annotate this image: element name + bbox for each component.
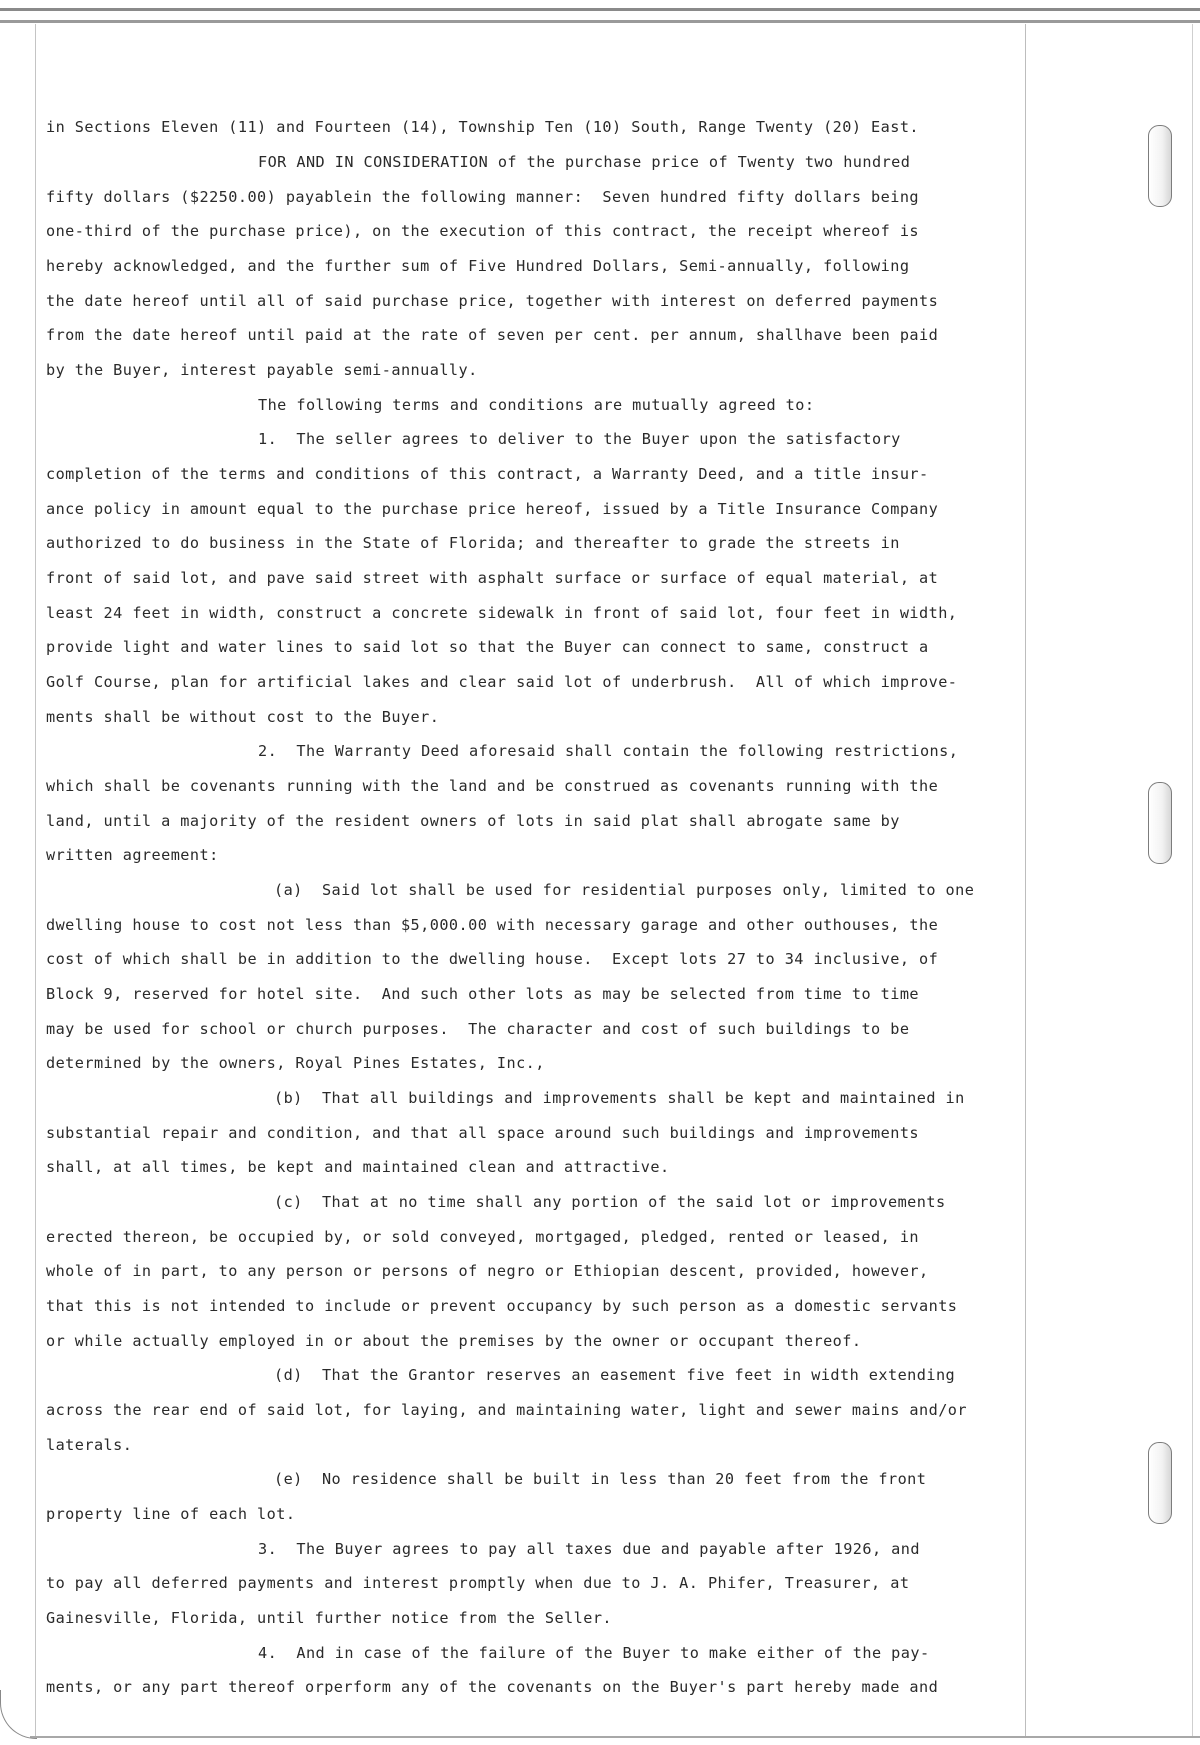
text-line: Golf Course, plan for artificial lakes and clear said lot of underbrush. All of which improve- xyxy=(46,673,958,691)
text-line: substantial repair and condition, and that all space around such buildings and improvements xyxy=(46,1124,920,1142)
text-line: which shall be covenants running with the land and be construed as covenants running with the xyxy=(46,777,939,795)
text-line: (e) No residence shall be built in less than 20 feet from the front xyxy=(274,1470,927,1488)
punch-hole-icon xyxy=(1148,125,1172,207)
text-line: (b) That all buildings and improvements shall be kept and maintained in xyxy=(274,1089,965,1107)
text-line: from the date hereof until paid at the rate of seven per cent. per annum, shallhave been paid xyxy=(46,326,939,344)
text-line: least 24 feet in width, construct a concrete sidewalk in front of said lot, four feet in width, xyxy=(46,604,958,622)
text-line: provide light and water lines to said lot so that the Buyer can connect to same, construct a xyxy=(46,638,929,656)
text-line: the date hereof until all of said purchase price, together with interest on deferred payments xyxy=(46,292,939,310)
text-line: erected thereon, be occupied by, or sold conveyed, mortgaged, pledged, rented or leased, in xyxy=(46,1228,920,1246)
text-line: property line of each lot. xyxy=(46,1505,296,1523)
text-line: laterals. xyxy=(46,1436,133,1454)
text-line: determined by the owners, Royal Pines Estates, Inc., xyxy=(46,1054,545,1072)
text-line: 3. The Buyer agrees to pay all taxes due and payable after 1926, and xyxy=(258,1540,920,1558)
text-line: front of said lot, and pave said street with asphalt surface or surface of equal material, at xyxy=(46,569,939,587)
punch-hole-icon xyxy=(1148,1442,1172,1524)
right-margin-line xyxy=(1025,24,1026,1736)
text-line: FOR AND IN CONSIDERATION of the purchase price of Twenty two hundred xyxy=(258,153,911,171)
text-line: fifty dollars ($2250.00) payablein the following manner: Seven hundred fifty dollars being xyxy=(46,188,920,206)
text-line: whole of in part, to any person or persons of negro or Ethiopian descent, provided, however, xyxy=(46,1262,929,1280)
text-line: Block 9, reserved for hotel site. And such other lots as may be selected from time to time xyxy=(46,985,920,1003)
text-line: hereby acknowledged, and the further sum of Five Hundred Dollars, Semi-annually, following xyxy=(46,257,910,275)
text-line: cost of which shall be in addition to the dwelling house. Except lots 27 to 34 inclusive, of xyxy=(46,950,939,968)
left-margin-line xyxy=(35,24,36,1736)
bottom-rule xyxy=(30,1736,1200,1738)
text-line: dwelling house to cost not less than $5,000.00 with necessary garage and other outhouses, the xyxy=(46,916,939,934)
text-line: ance policy in amount equal to the purchase price hereof, issued by a Title Insurance Company xyxy=(46,500,939,518)
text-line: The following terms and conditions are mutually agreed to: xyxy=(258,396,815,414)
text-line: 1. The seller agrees to deliver to the Buyer upon the satisfactory xyxy=(258,430,901,448)
text-line: completion of the terms and conditions of this contract, a Warranty Deed, and a title insur- xyxy=(46,465,929,483)
text-line: authorized to do business in the State of Florida; and thereafter to grade the streets in xyxy=(46,534,900,552)
text-line: 2. The Warranty Deed aforesaid shall contain the following restrictions, xyxy=(258,742,959,760)
text-line: (c) That at no time shall any portion of the said lot or improvements xyxy=(274,1193,946,1211)
text-line: Gainesville, Florida, until further notice from the Seller. xyxy=(46,1609,613,1627)
text-line: to pay all deferred payments and interest promptly when due to J. A. Phifer, Treasurer, at xyxy=(46,1574,910,1592)
text-line: by the Buyer, interest payable semi-annually. xyxy=(46,361,478,379)
text-line: shall, at all times, be kept and maintained clean and attractive. xyxy=(46,1158,670,1176)
text-line: or while actually employed in or about the premises by the owner or occupant thereof. xyxy=(46,1332,862,1350)
text-line: written agreement: xyxy=(46,846,219,864)
top-rule-secondary xyxy=(0,20,1200,23)
text-line: that this is not intended to include or prevent occupancy by such person as a domestic servants xyxy=(46,1297,958,1315)
punch-hole-icon xyxy=(1148,782,1172,864)
page-edge-line xyxy=(1192,24,1193,1736)
text-line: may be used for school or church purposes. The character and cost of such buildings to be xyxy=(46,1020,910,1038)
top-rule xyxy=(0,8,1200,11)
text-line: across the rear end of said lot, for laying, and maintaining water, light and sewer mains and/or xyxy=(46,1401,967,1419)
text-line: land, until a majority of the resident owners of lots in said plat shall abrogate same by xyxy=(46,812,900,830)
text-line: ments, or any part thereof orperform any of the covenants on the Buyer's part hereby made and xyxy=(46,1678,939,1696)
text-line: one-third of the purchase price), on the execution of this contract, the receipt whereof is xyxy=(46,222,920,240)
text-line: 4. And in case of the failure of the Buyer to make either of the pay- xyxy=(258,1644,930,1662)
text-line: ments shall be without cost to the Buyer. xyxy=(46,708,440,726)
text-line: in Sections Eleven (11) and Fourteen (14), Township Ten (10) South, Range Twenty (20) East. xyxy=(46,118,920,136)
text-line: (a) Said lot shall be used for residential purposes only, limited to one xyxy=(274,881,975,899)
text-line: (d) That the Grantor reserves an easement five feet in width extending xyxy=(274,1366,956,1384)
page-corner-curl xyxy=(0,1690,37,1739)
